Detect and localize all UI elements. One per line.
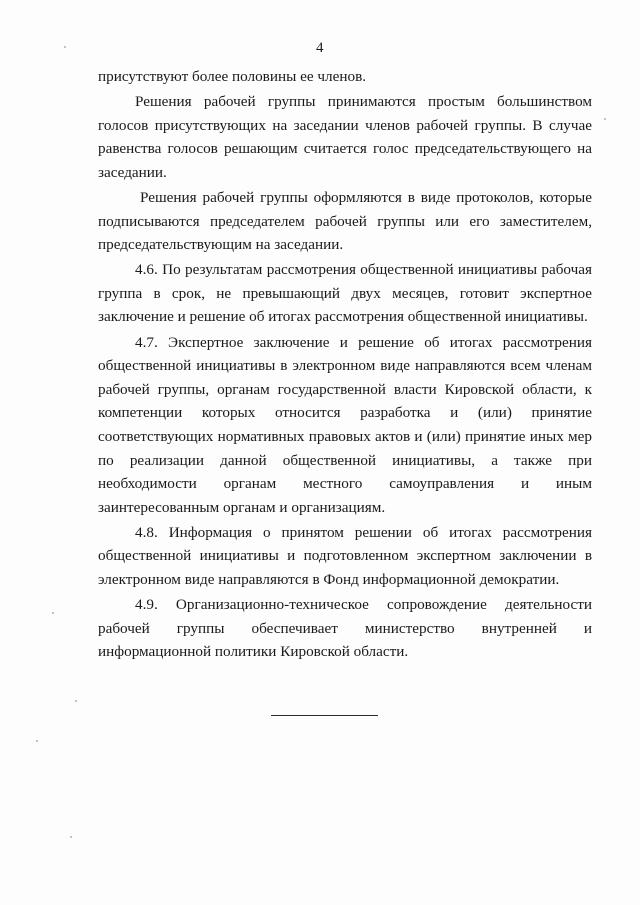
scan-speck	[70, 836, 72, 838]
scan-speck	[75, 700, 77, 702]
scan-speck	[64, 46, 66, 48]
end-of-document-rule	[271, 715, 378, 716]
scan-speck	[36, 740, 38, 742]
scan-speck	[52, 612, 54, 614]
paragraph-continuation: присутствуют более половины ее членов.	[98, 68, 367, 85]
paragraph-clause-4-6: 4.6. По результатам рассмотрения общественной инициативы рабочая группа в срок, не превышающий двух месяцев, готовит экспертное заключение и решение об итогах рассмотрения общественной инициативы.	[98, 261, 592, 326]
document-body	[98, 65, 592, 665]
paragraph-clause-4-7: 4.7. Экспертное заключение и решение об итогах рассмотрения общественной инициативы в электронном виде направляются всем членам рабочей группы, органам государственной власти Кировской области, к компетенции которых относится разработка и (или) принятие соответствующих нормативных правовых актов и (или) принятие иных мер по реализации данной общественной инициативы, а также при необходимости органам местного самоуправления и иным заинтересованным органам и организациям.	[98, 333, 592, 516]
scan-speck	[604, 118, 606, 120]
page-number: 4	[316, 40, 324, 56]
paragraph-decision-majority: Решения рабочей группы принимаются простым большинством голосов присутствующих на заседании членов рабочей группы. В случае равенства голосов решающим считается голос председательствующего на заседании.	[98, 93, 592, 181]
paragraph-clause-4-9: 4.9. Организационно-техническое сопровождение деятельности рабочей группы обеспечивает министерство внутренней и информационной политики Кировской области.	[98, 596, 592, 661]
paragraph-decision-protocols: Решения рабочей группы оформляются в виде протоколов, которые подписываются председателем рабочей группы или его заместителем, председательствующим на заседании.	[98, 188, 592, 254]
paragraph-clause-4-8: 4.8. Информация о принятом решении об итогах рассмотрения общественной инициативы и подготовленном экспертном заключении в электронном виде направляются в Фонд информационной демократии.	[98, 523, 592, 588]
